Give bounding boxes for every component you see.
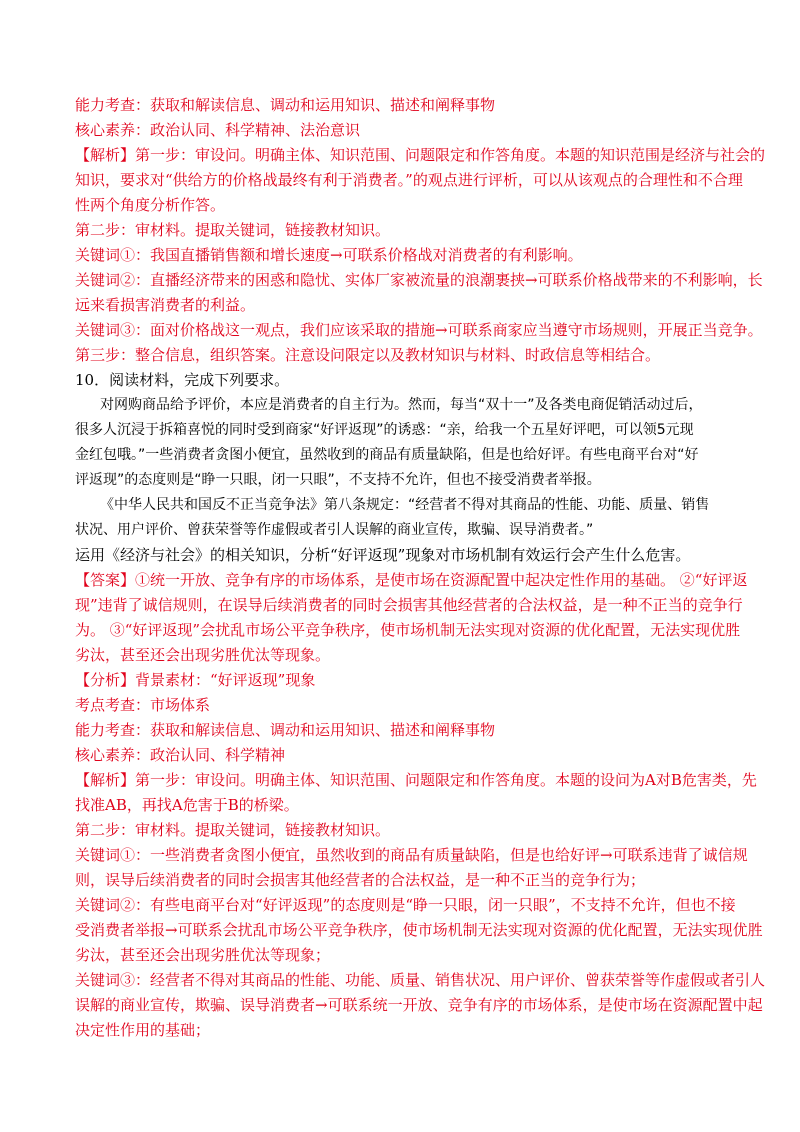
analysis-line — [75, 770, 757, 790]
text-line: 能力考查：获取和解读信息、调动和运用知识、描述和阐释事物 — [75, 96, 496, 114]
answer-tag: 【答案】 — [75, 571, 136, 589]
text-line: 关键词①：我国直播销售额和增长速度→可联系价格战对消费者的有利影响。 — [75, 246, 583, 264]
material-line: 评返现”的态度则是“睁一只眼，闭一只眼”，不支持不允许，但也不接受消费者举报。 — [75, 472, 601, 488]
analysis-line — [75, 145, 766, 165]
answer-line — [75, 570, 748, 590]
text-line: 能力考查：获取和解读信息、调动和运用知识、描述和阐释事物 — [75, 721, 496, 739]
fenxi-tag: 【分析】 — [75, 671, 136, 689]
material-line: 《中华人民共和国反不正当竞争法》第八条规定：“经营者不得对其商品的性能、功能、质量、销售 — [100, 497, 710, 513]
text-line: 为。 ③“好评返现”会扰乱市场公平竞争秩序，使市场机制无法实现对资源的优化配置，无法实现优胜 — [75, 621, 741, 639]
text-line: 受消费者举报→可联系会扰乱市场公平竞争秩序，使市场机制无法实现对资源的优化配置，无法实现优胜 — [75, 921, 763, 939]
fenxi-line — [75, 670, 725, 690]
question-prompt: 运用《经济与社会》的相关知识，分析“好评返现”现象对市场机制有效运行会产生什么危害。 — [75, 546, 691, 564]
text-span: 第一步：审设问。明确主体、知识范围、问题限定和作答角度。本题的设问为A对B危害类，先 — [135, 771, 757, 789]
text-line: 关键词③：面对价格战这一观点，我们应该采取的措施→可联系商家应当遵守市场规则，开展正当竞争。 — [75, 321, 763, 339]
analysis-tag: 【解析】 — [75, 771, 136, 789]
text-line: 误解的商业宣传，欺骗、误导消费者→可联系统一开放、竞争有序的市场体系，是使市场在资源配置中起 — [75, 996, 763, 1014]
text-line: 核心素养：政治认同、科学精神、法治意识 — [75, 121, 361, 139]
text-line: 第三步：整合信息，组织答案。注意设问限定以及教材知识与材料、时政信息等相结合。 — [75, 346, 661, 364]
analysis-tag: 【解析】 — [75, 146, 136, 164]
material-line: 金红包哦。”一些消费者贪图小便宜，虽然收到的商品有质量缺陷，但是也给好评。有些电商平台对“好 — [75, 447, 699, 463]
text-line: 现”违背了诚信规则，在误导后续消费者的同时会损害其他经营者的合法权益，是一种不正当的竞争行 — [75, 596, 743, 614]
text-line: 远来看损害消费者的利益。 — [75, 296, 256, 314]
text-span: 背景素材：“好评返现”现象 — [135, 671, 316, 689]
text-line: 第二步：审材料。提取关键词，链接教材知识。 — [75, 221, 391, 239]
material-line: 很多人沉浸于拆箱喜悦的同时受到商家“好评返现”的诱惑：“亲，给我一个五星好评吧，可以领5元现 — [75, 422, 694, 438]
text-line: 关键词②：直播经济带来的困惑和隐忧、实体厂家被流量的浪潮裹挟→可联系价格战带来的不利影响，长 — [75, 271, 763, 289]
text-line: 找准AB，再找A危害于B的桥梁。 — [75, 796, 299, 814]
text-line: 关键词②：有些电商平台对“好评返现”的态度则是“睁一只眼，闭一只眼”，不支持不允许，但也不接 — [75, 896, 736, 914]
material-line: 状况、用户评价、曾获荣誉等作虚假或者引人误解的商业宣传，欺骗、误导消费者。” — [75, 522, 594, 538]
text-line: 第二步：审材料。提取关键词，链接教材知识。 — [75, 821, 391, 839]
text-line: 劣汰，甚至还会出现劣胜优汰等现象。 — [75, 646, 331, 664]
text-line: 劣汰，甚至还会出现劣胜优汰等现象； — [75, 946, 331, 964]
text-line: 则，误导后续消费者的同时会损害其他经营者的合法权益，是一种不正当的竞争行为； — [75, 871, 646, 889]
text-line: 考点考查：市场体系 — [75, 696, 211, 714]
text-line: 关键词①：一些消费者贪图小便宜，虽然收到的商品有质量缺陷，但是也给好评→可联系违背了诚信规 — [75, 846, 748, 864]
text-line: 决定性作用的基础； — [75, 1021, 211, 1039]
text-line: 核心素养：政治认同、科学精神 — [75, 746, 286, 764]
text-line: 知识，要求对“供给方的价格战最终有利于消费者。”的观点进行评析，可以从该观点的合理性和不合理 — [75, 171, 743, 189]
text-span: ①统一开放、竞争有序的市场体系，是使市场在资源配置中起决定性作用的基础。 ②“好评返 — [135, 571, 748, 589]
question-stem: 10．阅读材料，完成下列要求。 — [75, 371, 290, 389]
text-line: 性两个角度分析作答。 — [75, 196, 226, 214]
text-span: 第一步：审设问。明确主体、知识范围、问题限定和作答角度。本题的知识范围是经济与社会的 — [135, 146, 766, 164]
material-line: 对网购商品给予评价，本应是消费者的自主行为。然而，每当“双十一”及各类电商促销活动过后， — [100, 397, 703, 413]
text-line: 关键词③：经营者不得对其商品的性能、功能、质量、销售状况、用户评价、曾获荣誉等作虚假或者引人 — [75, 971, 766, 989]
